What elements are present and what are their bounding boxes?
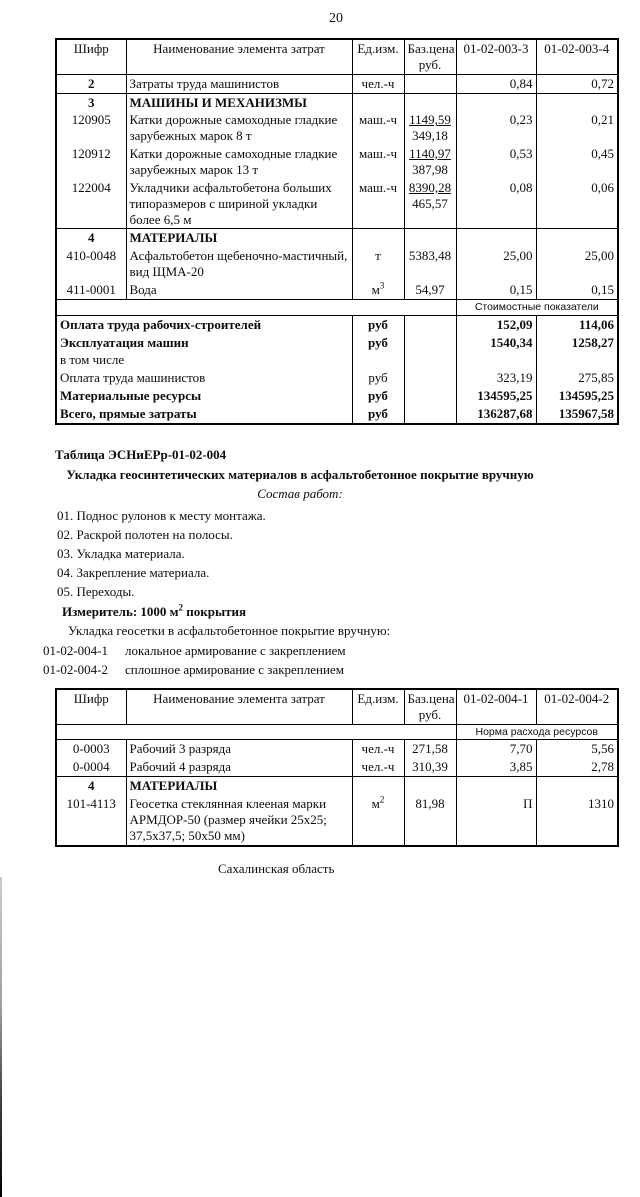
fraction-denominator: 465,57 [412, 195, 448, 211]
cell-name: МАШИНЫ И МЕХАНИЗМЫ [126, 93, 352, 111]
cell-value-2: 0,72 [536, 74, 618, 93]
summary-value-2: 1258,27 [536, 334, 618, 352]
table-row [56, 179, 618, 229]
cost-table-01-02-003 [55, 38, 619, 425]
table-row [56, 740, 618, 758]
col-header-norm-004-1: 01-02-004-1 [456, 689, 536, 724]
summary-value-2: 134595,25 [536, 387, 618, 405]
fraction-numerator: 1140,97 [409, 146, 451, 162]
fraction-denominator: 387,98 [412, 162, 448, 178]
variant-code: 01-02-004-2 [43, 661, 108, 677]
summary-unit: руб [352, 405, 404, 424]
cell-baseprice: 310,39 [404, 758, 456, 776]
cell-value-1: 0,15 [456, 281, 536, 299]
cell-baseprice: 54,97 [404, 281, 456, 299]
cost-table-01-02-004 [55, 688, 619, 847]
summary-value-1: 136287,68 [456, 405, 536, 424]
cell-unit: маш.-ч [352, 179, 404, 229]
norm-note-row [56, 724, 618, 740]
cell-value-2: 5,56 [536, 740, 618, 758]
work-composition-heading: Состав работ: [257, 485, 343, 501]
cell-value-2 [536, 93, 618, 111]
fraction-numerator: 1149,59 [409, 112, 451, 128]
cell-code: 0-0004 [56, 758, 126, 776]
summary-label: Оплата труда рабочих-строителей [56, 315, 352, 333]
cell-value-2: 1310 [536, 795, 618, 846]
col-header-norm-003-4: 01-02-003-4 [536, 39, 618, 74]
summary-row [56, 334, 618, 352]
summary-label: Всего, прямые затраты [56, 405, 352, 424]
summary-row [56, 351, 618, 369]
empty-cell [56, 299, 456, 315]
cell-value-1: 7,70 [456, 740, 536, 758]
variant-desc: локальное армирование с закреплением [125, 642, 346, 658]
cell-unit: $м^2$ [352, 795, 404, 846]
cell-value-1: 3,85 [456, 758, 536, 776]
cell-value-2: 0,15 [536, 281, 618, 299]
variants-intro: Укладка геосетки в асфальтобетонное покрытие вручную: [68, 622, 391, 638]
cell-baseprice [404, 93, 456, 111]
col-header-baseprice: Баз.цена руб. [404, 689, 456, 724]
fraction-numerator: 8390,28 [408, 179, 452, 195]
cell-code: 122004 [56, 179, 126, 229]
cell-name: Рабочий 4 разряда [126, 758, 352, 776]
col-header-norm-004-2: 01-02-004-2 [536, 689, 618, 724]
col-header-name: Наименование элемента затрат [126, 689, 352, 724]
summary-value-1: 1540,34 [456, 334, 536, 352]
table-caption: Таблица ЭСНиЕРр-01-02-004 [55, 446, 227, 462]
price-fraction [408, 112, 453, 144]
table-header-row [56, 39, 618, 74]
table-row [56, 74, 618, 93]
summary-row [56, 369, 618, 387]
summary-row [56, 387, 618, 405]
cell-name: Катки дорожные самоходные гладкие зарубежных марок 13 т [126, 145, 352, 179]
cell-value-1: 25,00 [456, 247, 536, 281]
variant-line [43, 641, 640, 660]
col-header-name: Наименование элемента затрат [126, 39, 352, 74]
page-number: 20 [329, 11, 343, 26]
table-row [56, 145, 618, 179]
cell-baseprice [404, 351, 456, 369]
work-item: 03. Укладка материала. [57, 545, 185, 561]
cell-code: 4 [56, 777, 126, 795]
summary-label: Оплата труда машинистов [56, 369, 352, 387]
section-title: Укладка геосинтетических материалов в асфальтобетонное покрытие вручную [66, 466, 534, 482]
cell-code: 120912 [56, 145, 126, 179]
cell-code: 120905 [56, 111, 126, 145]
summary-value-2: 275,85 [536, 369, 618, 387]
cell-unit: чел.-ч [352, 74, 404, 93]
section-row-machines [56, 93, 618, 111]
cell-value-1 [456, 229, 536, 247]
work-items-list [57, 506, 640, 601]
cell-baseprice [404, 179, 456, 229]
empty-cell [56, 724, 456, 740]
cell-name: Затраты труда машинистов [126, 74, 352, 93]
cost-indicators-note: Стоимостные показатели [456, 299, 618, 315]
cell-baseprice [404, 315, 456, 333]
cell-code: 411-0001 [56, 281, 126, 299]
cell-value-2 [536, 777, 618, 795]
cell-value-1: 0,23 [456, 111, 536, 145]
table-header-row [56, 689, 618, 724]
summary-unit: руб [352, 369, 404, 387]
region-footer: Сахалинская область [218, 860, 335, 876]
cell-code: 4 [56, 229, 126, 247]
cell-code: 0-0003 [56, 740, 126, 758]
cell-baseprice: 271,58 [404, 740, 456, 758]
price-fraction [408, 180, 453, 212]
cell-baseprice [404, 387, 456, 405]
cell-unit: чел.-ч [352, 740, 404, 758]
cell-value-1: П [456, 795, 536, 846]
cell-name: Асфальтобетон щебеночно-мастичный, вид ЩМА-20 [126, 247, 352, 281]
cell-baseprice [404, 369, 456, 387]
summary-unit: руб [352, 315, 404, 333]
cell-baseprice [404, 334, 456, 352]
summary-unit: руб [352, 387, 404, 405]
cell-baseprice [404, 777, 456, 795]
summary-row [56, 405, 618, 424]
cell-name: Катки дорожные самоходные гладкие зарубежных марок 8 т [126, 111, 352, 145]
col-header-unit: Ед.изм. [352, 689, 404, 724]
cell-baseprice [404, 111, 456, 145]
summary-label: в том числе [56, 351, 352, 369]
scan-edge-artifact [0, 877, 2, 1197]
cell-value-2: 0,45 [536, 145, 618, 179]
cell-value-1: 0,08 [456, 179, 536, 229]
cell-name: Вода [126, 281, 352, 299]
variant-desc: сплошное армирование с закреплением [125, 661, 344, 677]
summary-value-1: 323,19 [456, 369, 536, 387]
cell-unit [352, 93, 404, 111]
summary-label: Материальные ресурсы [56, 387, 352, 405]
work-item: 01. Поднос рулонов к месту монтажа. [57, 507, 266, 523]
table-row [56, 247, 618, 281]
table-row [56, 795, 618, 846]
summary-value-2: 114,06 [536, 315, 618, 333]
cell-value-2: 0,21 [536, 111, 618, 145]
cell-baseprice [404, 405, 456, 424]
variant-code: 01-02-004-1 [43, 642, 108, 658]
summary-unit [352, 351, 404, 369]
cell-unit [352, 229, 404, 247]
norm-note: Норма расхода ресурсов [456, 724, 618, 740]
table-row [56, 758, 618, 776]
cell-unit: чел.-ч [352, 758, 404, 776]
cell-unit: т [352, 247, 404, 281]
cell-value-2: 2,78 [536, 758, 618, 776]
variants-list [43, 641, 640, 679]
cell-name: Рабочий 3 разряда [126, 740, 352, 758]
unit-superscript: 3 [379, 281, 385, 291]
cell-value-2: 0,06 [536, 179, 618, 229]
cell-name: Укладчики асфальтобетона больших типоразмеров с шириной укладки более 6,5 м [126, 179, 352, 229]
summary-value-1: 152,09 [456, 315, 536, 333]
summary-unit: руб [352, 334, 404, 352]
summary-value-1 [456, 351, 536, 369]
variant-line [43, 660, 640, 679]
cell-baseprice [404, 145, 456, 179]
measurer-line: Измеритель: 1000 $м^2$ покрытия [62, 602, 247, 619]
cell-value-1: 0,53 [456, 145, 536, 179]
summary-value-1: 134595,25 [456, 387, 536, 405]
cell-name: МАТЕРИАЛЫ [126, 229, 352, 247]
unit-superscript: 2 [379, 794, 385, 805]
col-header-baseprice: Баз.цена руб. [404, 39, 456, 74]
work-item: 05. Переходы. [57, 583, 135, 599]
cell-unit: маш.-ч [352, 145, 404, 179]
summary-value-2: 135967,58 [536, 405, 618, 424]
cell-baseprice: 81,98 [404, 795, 456, 846]
col-header-unit: Ед.изм. [352, 39, 404, 74]
cell-code: 101-4113 [56, 795, 126, 846]
work-item: 04. Закрепление материала. [57, 564, 210, 580]
summary-value-2 [536, 351, 618, 369]
cell-code: 2 [56, 74, 126, 93]
cell-baseprice [404, 229, 456, 247]
col-header-norm-003-3: 01-02-003-3 [456, 39, 536, 74]
table-row [56, 111, 618, 145]
cell-name: Геосетка стеклянная клееная марки АРМДОР-50 (размер ячейки 25х25; 37,5х37,5; 50х50 мм) [126, 795, 352, 846]
cell-unit [352, 777, 404, 795]
cell-value-2: 25,00 [536, 247, 618, 281]
cell-baseprice: 5383,48 [404, 247, 456, 281]
cell-baseprice [404, 74, 456, 93]
cell-unit: маш.-ч [352, 111, 404, 145]
cell-code: 410-0048 [56, 247, 126, 281]
cell-value-2 [536, 229, 618, 247]
cell-code: 3 [56, 93, 126, 111]
section-row-materials [56, 229, 618, 247]
cell-unit: $м^3$ [352, 281, 404, 299]
cell-name: МАТЕРИАЛЫ [126, 777, 352, 795]
summary-label: Эксплуатация машин [56, 334, 352, 352]
section-row-materials [56, 777, 618, 795]
cell-value-1 [456, 93, 536, 111]
measurer-superscript: 2 [178, 602, 184, 613]
work-item: 02. Раскрой полотен на полосы. [57, 526, 233, 542]
cell-value-1: 0,84 [456, 74, 536, 93]
cell-value-1 [456, 777, 536, 795]
summary-row [56, 315, 618, 333]
col-header-code: Шифр [56, 689, 126, 724]
cost-indicators-row [56, 299, 618, 315]
fraction-denominator: 349,18 [412, 128, 448, 144]
price-fraction [408, 146, 453, 178]
col-header-code: Шифр [56, 39, 126, 74]
table-row [56, 281, 618, 299]
